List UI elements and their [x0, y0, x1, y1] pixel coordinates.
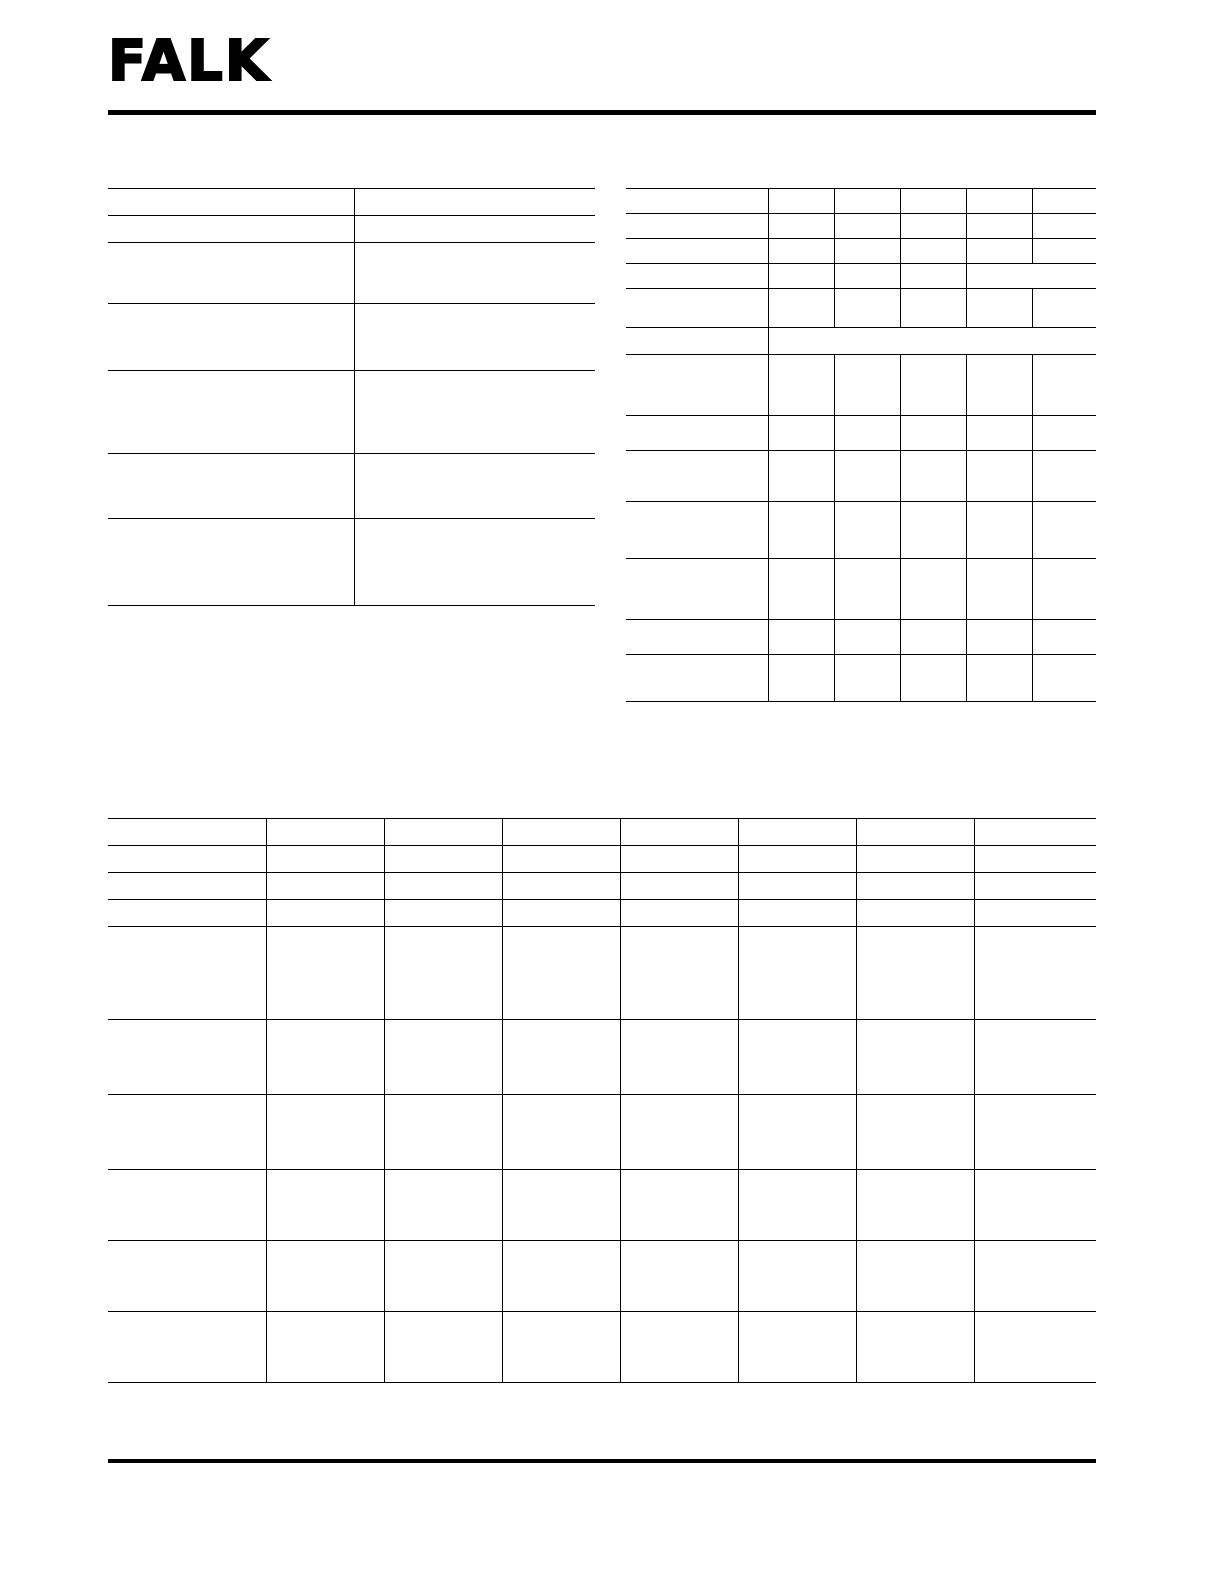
table-row — [108, 216, 595, 243]
dimensions-cell — [856, 1020, 974, 1095]
table-header-row — [108, 819, 1096, 846]
ratings-cell — [1032, 289, 1096, 328]
dimensions-cell — [502, 1020, 620, 1095]
ratings-cell — [900, 451, 966, 502]
dimensions-cell — [266, 1020, 384, 1095]
table-section-header-row — [626, 328, 1096, 355]
dimensions-cell — [620, 1095, 738, 1170]
spec-label — [108, 519, 355, 606]
dimensions-cell — [266, 927, 384, 1020]
dimensions-cell — [620, 873, 738, 900]
dimensions-cell — [974, 1312, 1096, 1383]
table-row — [108, 873, 1096, 900]
ratings-cell — [626, 502, 768, 559]
dimensions-cell — [974, 1095, 1096, 1170]
dimensions-cell — [856, 1170, 974, 1241]
dimensions-cell — [502, 846, 620, 873]
dimensions-cell — [738, 1241, 856, 1312]
ratings-cell — [900, 502, 966, 559]
ratings-cell — [966, 264, 1032, 289]
table-row — [626, 264, 1096, 289]
spec-value — [355, 519, 596, 606]
ratings-cell — [966, 355, 1032, 416]
dimensions-cell — [974, 1241, 1096, 1312]
ratings-cell — [966, 559, 1032, 620]
spec-value — [355, 216, 596, 243]
ratings-cell — [768, 189, 834, 214]
ratings-cell — [834, 214, 900, 239]
ratings-cell — [900, 655, 966, 702]
footer-divider — [108, 1459, 1096, 1463]
dimensions-cell — [974, 1170, 1096, 1241]
ratings-cell — [768, 264, 834, 289]
spec-label — [108, 189, 355, 216]
ratings-cell — [1032, 355, 1096, 416]
table-row — [626, 502, 1096, 559]
ratings-cell — [834, 289, 900, 328]
ratings-cell — [966, 451, 1032, 502]
ratings-cell — [626, 214, 768, 239]
dimensions-cell — [502, 927, 620, 1020]
ratings-cell — [1032, 189, 1096, 214]
table-row — [626, 451, 1096, 502]
ratings-cell — [966, 189, 1032, 214]
dimensions-cell — [738, 819, 856, 846]
ratings-cell — [966, 655, 1032, 702]
dimensions-cell — [856, 873, 974, 900]
table-row — [108, 900, 1096, 927]
ratings-cell — [834, 502, 900, 559]
dimensions-cell — [738, 846, 856, 873]
ratings-cell — [626, 559, 768, 620]
dimensions-cell — [108, 1312, 266, 1383]
ratings-table — [626, 188, 1096, 702]
dimensions-cell — [108, 900, 266, 927]
dimensions-cell — [108, 819, 266, 846]
ratings-cell — [1032, 559, 1096, 620]
dimensions-cell — [856, 819, 974, 846]
ratings-cell — [834, 559, 900, 620]
ratings-cell — [768, 239, 834, 264]
spec-label — [108, 216, 355, 243]
dimensions-cell — [738, 900, 856, 927]
ratings-cell — [900, 559, 966, 620]
table-row — [108, 371, 595, 454]
dimensions-cell — [620, 1170, 738, 1241]
ratings-cell — [900, 214, 966, 239]
dimensions-cell — [502, 1095, 620, 1170]
ratings-cell — [834, 239, 900, 264]
dimensions-cell — [384, 927, 502, 1020]
dimensions-cell — [974, 873, 1096, 900]
dimensions-cell — [738, 873, 856, 900]
ratings-cell — [768, 214, 834, 239]
table-row — [626, 239, 1096, 264]
table-row — [108, 189, 595, 216]
table-row — [108, 1095, 1096, 1170]
dimensions-cell — [108, 1241, 266, 1312]
ratings-cell — [626, 289, 768, 328]
dimensions-cell — [738, 1095, 856, 1170]
dimensions-cell — [266, 1095, 384, 1170]
dimensions-cell — [856, 1312, 974, 1383]
ratings-cell — [768, 620, 834, 655]
table-row — [108, 1020, 1096, 1095]
dimensions-cell — [384, 873, 502, 900]
dimensions-cell — [266, 819, 384, 846]
dimensions-cell — [266, 873, 384, 900]
dimensions-cell — [620, 846, 738, 873]
dimensions-table — [108, 818, 1096, 1383]
ratings-cell — [768, 416, 834, 451]
ratings-cell — [1032, 655, 1096, 702]
dimensions-cell — [266, 1241, 384, 1312]
ratings-cell — [834, 655, 900, 702]
spec-label — [108, 304, 355, 371]
ratings-cell — [834, 451, 900, 502]
ratings-cell — [768, 289, 834, 328]
dimensions-cell — [974, 927, 1096, 1020]
ratings-cell — [900, 620, 966, 655]
dimensions-cell — [974, 1020, 1096, 1095]
spec-value — [355, 454, 596, 519]
table-row — [108, 243, 595, 304]
dimensions-cell — [108, 1170, 266, 1241]
table-row — [626, 620, 1096, 655]
ratings-cell — [768, 355, 834, 416]
table-row — [626, 189, 1096, 214]
dimensions-cell — [502, 1241, 620, 1312]
spec-value — [355, 371, 596, 454]
dimensions-cell — [856, 900, 974, 927]
spec-label — [108, 371, 355, 454]
dimensions-cell — [738, 1020, 856, 1095]
table-row — [626, 214, 1096, 239]
dimensions-cell — [738, 927, 856, 1020]
dimensions-cell — [738, 1170, 856, 1241]
falk-logo: FALK — [108, 29, 271, 94]
dimensions-cell — [620, 900, 738, 927]
dimensions-cell — [620, 1241, 738, 1312]
dimensions-cell — [108, 846, 266, 873]
ratings-cell — [966, 416, 1032, 451]
spec-value — [355, 189, 596, 216]
ratings-cell — [768, 559, 834, 620]
specifications-table — [108, 188, 595, 606]
dimensions-cell — [620, 927, 738, 1020]
dimensions-cell — [502, 819, 620, 846]
ratings-cell — [768, 502, 834, 559]
dimensions-cell — [856, 1241, 974, 1312]
dimensions-cell — [384, 1170, 502, 1241]
dimensions-cell — [502, 873, 620, 900]
dimensions-cell — [108, 1020, 266, 1095]
table-row — [626, 289, 1096, 328]
ratings-cell — [834, 620, 900, 655]
table-row — [108, 519, 595, 606]
ratings-cell — [834, 355, 900, 416]
dimensions-cell — [620, 1020, 738, 1095]
ratings-cell — [900, 189, 966, 214]
table-row — [108, 1312, 1096, 1383]
ratings-cell — [768, 451, 834, 502]
ratings-cell — [900, 289, 966, 328]
dimensions-cell — [384, 1241, 502, 1312]
ratings-cell — [966, 620, 1032, 655]
ratings-cell — [834, 416, 900, 451]
dimensions-cell — [384, 1020, 502, 1095]
ratings-cell — [1032, 214, 1096, 239]
ratings-cell — [626, 655, 768, 702]
ratings-cell — [1032, 239, 1096, 264]
table-row — [108, 1241, 1096, 1312]
dimensions-cell — [620, 819, 738, 846]
ratings-cell — [626, 355, 768, 416]
table-row — [108, 1170, 1096, 1241]
ratings-cell — [1032, 416, 1096, 451]
ratings-cell — [966, 502, 1032, 559]
ratings-section-label — [626, 328, 768, 355]
table-row — [108, 927, 1096, 1020]
ratings-cell — [626, 264, 768, 289]
dimensions-cell — [384, 1312, 502, 1383]
dimensions-cell — [502, 1170, 620, 1241]
spec-label — [108, 454, 355, 519]
dimensions-cell — [266, 846, 384, 873]
dimensions-cell — [266, 1312, 384, 1383]
ratings-cell — [1032, 502, 1096, 559]
ratings-cell — [966, 214, 1032, 239]
dimensions-cell — [266, 1170, 384, 1241]
dimensions-cell — [974, 846, 1096, 873]
dimensions-cell — [108, 927, 266, 1020]
dimensions-cell — [384, 819, 502, 846]
ratings-cell — [834, 264, 900, 289]
ratings-cell — [900, 239, 966, 264]
ratings-cell — [900, 355, 966, 416]
dimensions-cell — [108, 1095, 266, 1170]
ratings-cell — [966, 289, 1032, 328]
ratings-cell — [966, 239, 1032, 264]
dimensions-cell — [384, 846, 502, 873]
table-row — [108, 304, 595, 371]
dimensions-cell — [974, 819, 1096, 846]
dimensions-group-label — [108, 873, 266, 900]
table-row — [108, 454, 595, 519]
ratings-cell — [626, 620, 768, 655]
ratings-cell — [900, 264, 966, 289]
table-row — [626, 355, 1096, 416]
ratings-cell — [626, 416, 768, 451]
dimensions-cell — [856, 927, 974, 1020]
ratings-cell — [1032, 264, 1096, 289]
dimensions-cell — [502, 1312, 620, 1383]
ratings-section-value — [768, 328, 1096, 355]
table-row — [108, 846, 1096, 873]
spec-value — [355, 304, 596, 371]
dimensions-cell — [856, 1095, 974, 1170]
spec-label — [108, 243, 355, 304]
spec-value — [355, 243, 596, 304]
table-row — [626, 655, 1096, 702]
ratings-cell — [900, 416, 966, 451]
ratings-cell — [768, 655, 834, 702]
table-row — [626, 559, 1096, 620]
ratings-group-label — [626, 239, 768, 264]
ratings-cell — [1032, 620, 1096, 655]
dimensions-cell — [856, 846, 974, 873]
ratings-cell — [626, 189, 768, 214]
dimensions-cell — [738, 1312, 856, 1383]
dimensions-cell — [502, 900, 620, 927]
dimensions-cell — [266, 900, 384, 927]
dimensions-cell — [974, 900, 1096, 927]
header-divider — [108, 110, 1096, 115]
dimensions-cell — [384, 900, 502, 927]
dimensions-cell — [620, 1312, 738, 1383]
ratings-cell — [626, 451, 768, 502]
ratings-cell — [1032, 451, 1096, 502]
table-row — [626, 416, 1096, 451]
dimensions-cell — [384, 1095, 502, 1170]
ratings-cell — [834, 189, 900, 214]
